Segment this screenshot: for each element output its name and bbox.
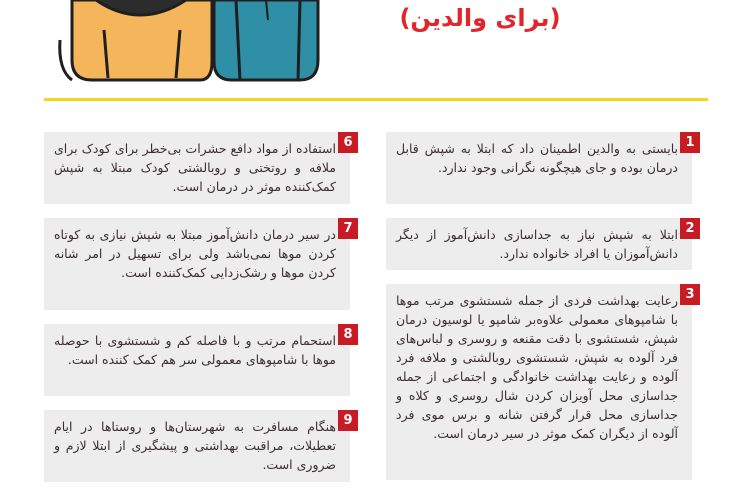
guideline-card-6 xyxy=(44,132,353,204)
guideline-card-7 xyxy=(44,218,353,310)
guideline-text: استحمام مرتب و با فاصله کم و شستشوی با حوصله موها با شامپوهای معمولی سر هم کمک کننده است. xyxy=(54,333,336,367)
guideline-card-9 xyxy=(44,410,353,482)
page-subtitle: (برای والدین) xyxy=(399,4,561,32)
guideline-text: در سیر درمان دانش‌آموز مبتلا به شپش نیازی به کوتاه کردن موها نمی‌باشد ولی برای تسهیل در امر شانه کردن موها و رشک‌زدایی کمک‌کننده است. xyxy=(54,227,336,280)
guideline-text: استفاده از مواد دافع حشرات بی‌خطر برای کودک برای ملافه و روتختی و روبالشتی کودک مبتلا به شپش کمک‌کننده موثر در درمان است. xyxy=(54,141,336,194)
number-badge: 1 xyxy=(680,132,700,153)
number-badge: 2 xyxy=(680,218,700,239)
yellow-divider xyxy=(44,98,708,101)
guideline-text: ابتلا به شپش نیاز به جداسازی دانش‌آموز از دیگر دانش‌آموزان یا افراد خانواده ندارد. xyxy=(396,227,678,261)
number-badge: 3 xyxy=(680,284,700,305)
guideline-card-8 xyxy=(44,324,353,396)
number-badge: 9 xyxy=(338,410,358,431)
guideline-text: هنگام مسافرت به شهرستان‌ها و روستاها در ایام تعطیلات، مراقبت بهداشتی و پیشگیری از ابتلا لازم و ضروری است. xyxy=(54,419,336,472)
number-badge: 6 xyxy=(338,132,358,153)
number-badge: 8 xyxy=(338,324,358,345)
guideline-text: رعایت بهداشت فردی از جمله شستشوی مرتب موها با شامپوهای معمولی علاوه‌بر شامپو یا لوسیون درمان شپش، شستشوی با دقت مقنعه و روسری و لباس‌های فرد آلوده به شپش، شستشوی روبالشتی و ملافه فرد آلوده و رعایت بهداشت خانوادگی و اجتماعی از جمله جداسازی محل آویزان کردن شال روسری و کلاه و جداسازی محل قرار گرفتن شانه و برس موی فرد آلوده از دیگران کمک موثر در سیر درمان است. xyxy=(396,293,678,441)
guideline-card-1 xyxy=(386,132,695,204)
guideline-card-2 xyxy=(386,218,695,270)
number-badge: 7 xyxy=(338,218,358,239)
guideline-card-3 xyxy=(386,284,695,480)
guideline-text: بایستی به والدین اطمینان داد که ابتلا به شپش قابل درمان بوده و جای هیچگونه نگرانی وجود ندارد. xyxy=(396,141,678,175)
parents-illustration xyxy=(0,0,330,86)
